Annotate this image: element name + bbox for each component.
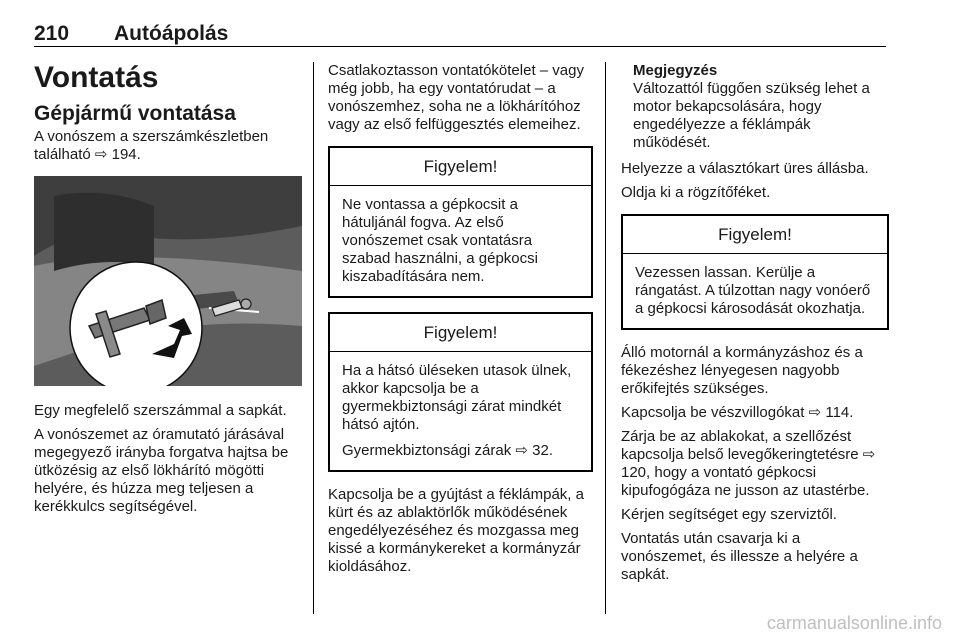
paragraph: Zárja be az ablakokat, a szellőzést kapcsolja belső levegőkeringtetésre ⇨ 120, hogy a vontató gépkocsi kipufogógáza ne jusson az utastérbe. <box>621 428 876 499</box>
warning-box <box>328 312 593 472</box>
note-block <box>621 62 889 152</box>
column-2 <box>328 62 593 582</box>
paragraph: Egy megfelelő szerszámmal a sapkát. <box>34 402 287 419</box>
paragraph: Oldja ki a rögzítőféket. <box>621 184 771 201</box>
column-divider <box>605 62 606 614</box>
warning-box <box>328 146 593 298</box>
note-text: Változattól függően szükség lehet a motor bekapcsolására, hogy engedélyezze a féklámpák működését. <box>633 80 870 151</box>
warning-box <box>621 214 889 330</box>
page-title: Vontatás <box>34 61 159 94</box>
watermark: carmanualsonline.info <box>766 613 942 633</box>
warning-text: Vezessen lassan. Kerülje a rángatást. A túlzottan nagy vonóerő a gépkocsi károsodását okozhatja. <box>635 264 871 317</box>
paragraph: Helyezze a választókart üres állásba. <box>621 160 869 177</box>
column-1 <box>34 62 302 522</box>
warning-title: Figyelem! <box>623 216 887 254</box>
page-header <box>34 22 886 47</box>
warning-title: Figyelem! <box>330 148 591 186</box>
towing-eye-photo <box>34 176 302 386</box>
warning-text: Ne vontassa a gépkocsit a hátuljánál fogva. Az első vonószemet csak vontatásra szabad használni, a gépkocsi kiszabadítására nem. <box>342 196 538 285</box>
page-number: 210 <box>34 22 70 45</box>
paragraph: Kérjen segítséget egy szerviztől. <box>621 506 837 523</box>
paragraph: Kapcsolja be vészvillogókat ⇨ 114. <box>621 404 854 421</box>
section-title: Autóápolás <box>114 22 229 45</box>
paragraph: Csatlakoztasson vontatókötelet – vagy még jobb, ha egy vontatórudat – a vonószemhez, soha ne a lökhárítóhoz vagy az első felfüggesztés elemeihez. <box>328 62 584 133</box>
paragraph: A vonószemet az óramutató járásával megegyező irányba forgatva hajtsa be ütközésig az első lökhárító mögötti helyére, és húzza meg teljesen a kerékkulcs segítségével. <box>34 426 289 515</box>
warning-text: Ha a hátsó üléseken utasok ülnek, akkor kapcsolja be a gyermekbiztonsági zárat mindkét hátsó ajtón. <box>342 362 572 433</box>
subsection-title: Gépjármű vontatása <box>34 102 236 125</box>
column-divider <box>313 62 314 614</box>
column-3 <box>621 62 889 590</box>
paragraph: Kapcsolja be a gyújtást a féklámpák, a kürt és az ablaktörlők működésének engedélyezéséhez és mozgassa meg kissé a kormánykereket a kormányzár kioldásához. <box>328 486 584 575</box>
paragraph: Álló motornál a kormányzáshoz és a fékezéshez lényegesen nagyobb erőkifejtés szükséges. <box>621 344 863 397</box>
note-title: Megjegyzés <box>633 62 718 79</box>
intro-text: A vonószem a szerszámkészletben található ⇨ 194. <box>34 128 269 163</box>
warning-reference: Gyermekbiztonsági zárak ⇨ 32. <box>342 442 553 459</box>
paragraph: Vontatás után csavarja ki a vonószemet, és illessze a helyére a sapkát. <box>621 530 858 583</box>
warning-title: Figyelem! <box>330 314 591 352</box>
